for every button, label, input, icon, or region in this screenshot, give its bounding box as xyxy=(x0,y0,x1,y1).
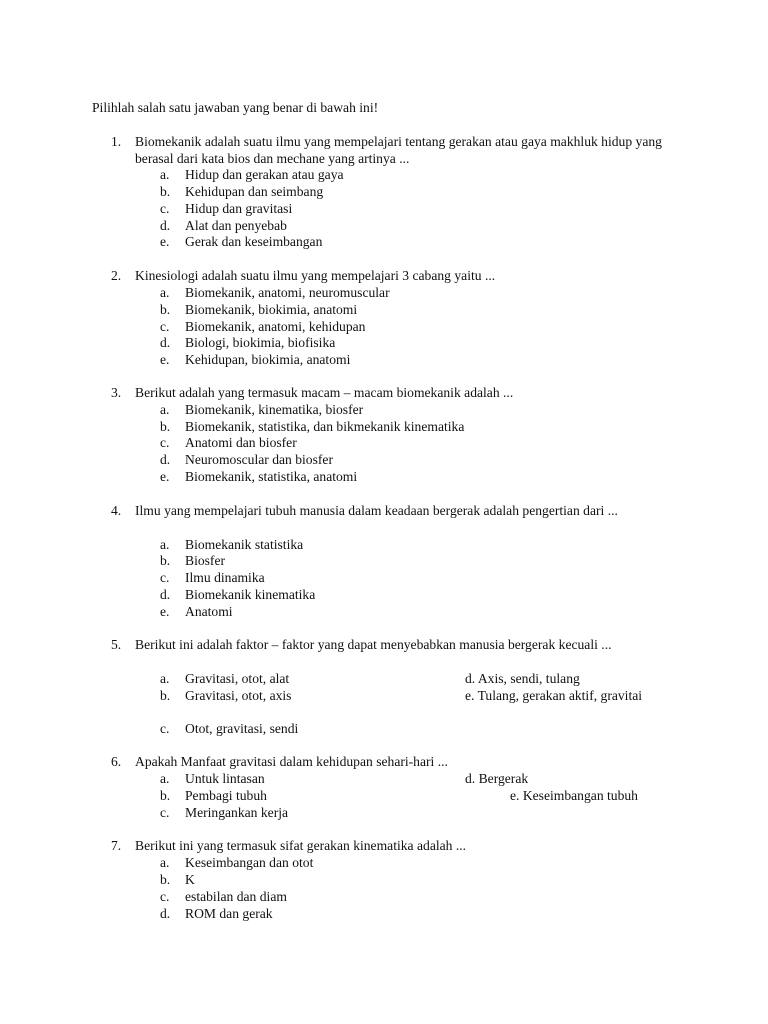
question-text: Berikut ini yang termasuk sifat gerakan kinematika adalah ... xyxy=(135,838,467,853)
document-page: Pilihlah salah satu jawaban yang benar di bawah ini! 1. Biomekanik adalah suatu ilmu yang mempelajari tentang gerakan atau gaya makhluk hidup yang berasal dari kata bios dan mechane yang artinya ... a. Hidup dan gerakan atau gaya b. Kehidupan dan seimbang c. Hidup dan gravitasi d. Alat dan penyebab e. Gerak dan keseimbangan 2. Kinesiologi adalah suatu ilmu yang mempelajari 3 cabang yaitu ... a. Biomekanik, anatomi, neuromuscular b. Biomekanik, biokimia, anatomi c. Biomekanik, anatomi, kehidupan d. Biologi, biokimia, biofisika e. Kehidupan, biokimia, anatomi 3. Berikut adalah yang termasuk macam – macam biomekanik adalah ... a. Biomekanik, kinematika, biosfer b. Biomekanik, statistika, dan bikmekanik kinematika c. Anatomi dan biosfer d. Neuromoscular dan biosfer e. Biomekanik, statistika, anatomi 4. Ilmu yang mempelajari tubuh manusia dalam keadaan bergerak adalah pengertian dari ... a. Biomekanik statistika b. Biosfer c. Ilmu dinamika d. Biomekanik kinematika e. Anatomi 5. Berikut ini adalah faktor – faktor yang dapat menyebabkan manusia bergerak kecuali ... a. Gravitasi, otot, alat b. Gravitasi, otot, axis c. Otot, gravitasi, sendi d. Axis, sendi, tulang e. Tulang, gerakan aktif, gravitai 6. Apakah Manfaat gravitasi dalam kehidupan sehari-hari ... a. Untuk lintasan b. Pembagi tubuh c. Meringankan kerja d. Bergerak e. Keseimbangan tubuh 7. Berikut ini yang termasuk sifat gerakan kinematika adalah ... a. Keseimbangan dan otot b. K c. estabilan dan diam d. ROM dan gerak xyxy=(0,0,768,1024)
question-number: 3. xyxy=(111,385,122,400)
option-d: d. Axis, sendi, tulang xyxy=(465,671,580,686)
question-number: 4. xyxy=(111,503,122,518)
question-number: 5. xyxy=(111,637,122,652)
question-number: 7. xyxy=(111,838,122,853)
question-text: Berikut ini adalah faktor – faktor yang dapat menyebabkan manusia bergerak kecuali ... xyxy=(135,637,612,652)
question-number: 2. xyxy=(111,268,122,283)
question-text: Berikut adalah yang termasuk macam – macam biomekanik adalah ... xyxy=(135,385,514,400)
option-e: e. Keseimbangan tubuh xyxy=(510,788,638,803)
question-number: 6. xyxy=(111,754,122,769)
question-text: Ilmu yang mempelajari tubuh manusia dalam keadaan bergerak adalah pengertian dari ... xyxy=(135,503,618,518)
question-text: Biomekanik adalah suatu ilmu yang mempelajari tentang gerakan atau gaya makhluk hidup yang berasal dari kata bios dan mechane yang artinya ... xyxy=(135,134,662,166)
question-text: Kinesiologi adalah suatu ilmu yang mempelajari 3 cabang yaitu ... xyxy=(135,268,496,283)
question-number: 1. xyxy=(111,134,122,149)
option-e: e. Tulang, gerakan aktif, gravitai xyxy=(465,688,643,703)
instruction-text: Pilihlah salah satu jawaban yang benar di bawah ini! xyxy=(92,100,379,115)
option-d: d. Bergerak xyxy=(465,771,529,786)
question-text: Apakah Manfaat gravitasi dalam kehidupan sehari-hari ... xyxy=(135,754,448,769)
